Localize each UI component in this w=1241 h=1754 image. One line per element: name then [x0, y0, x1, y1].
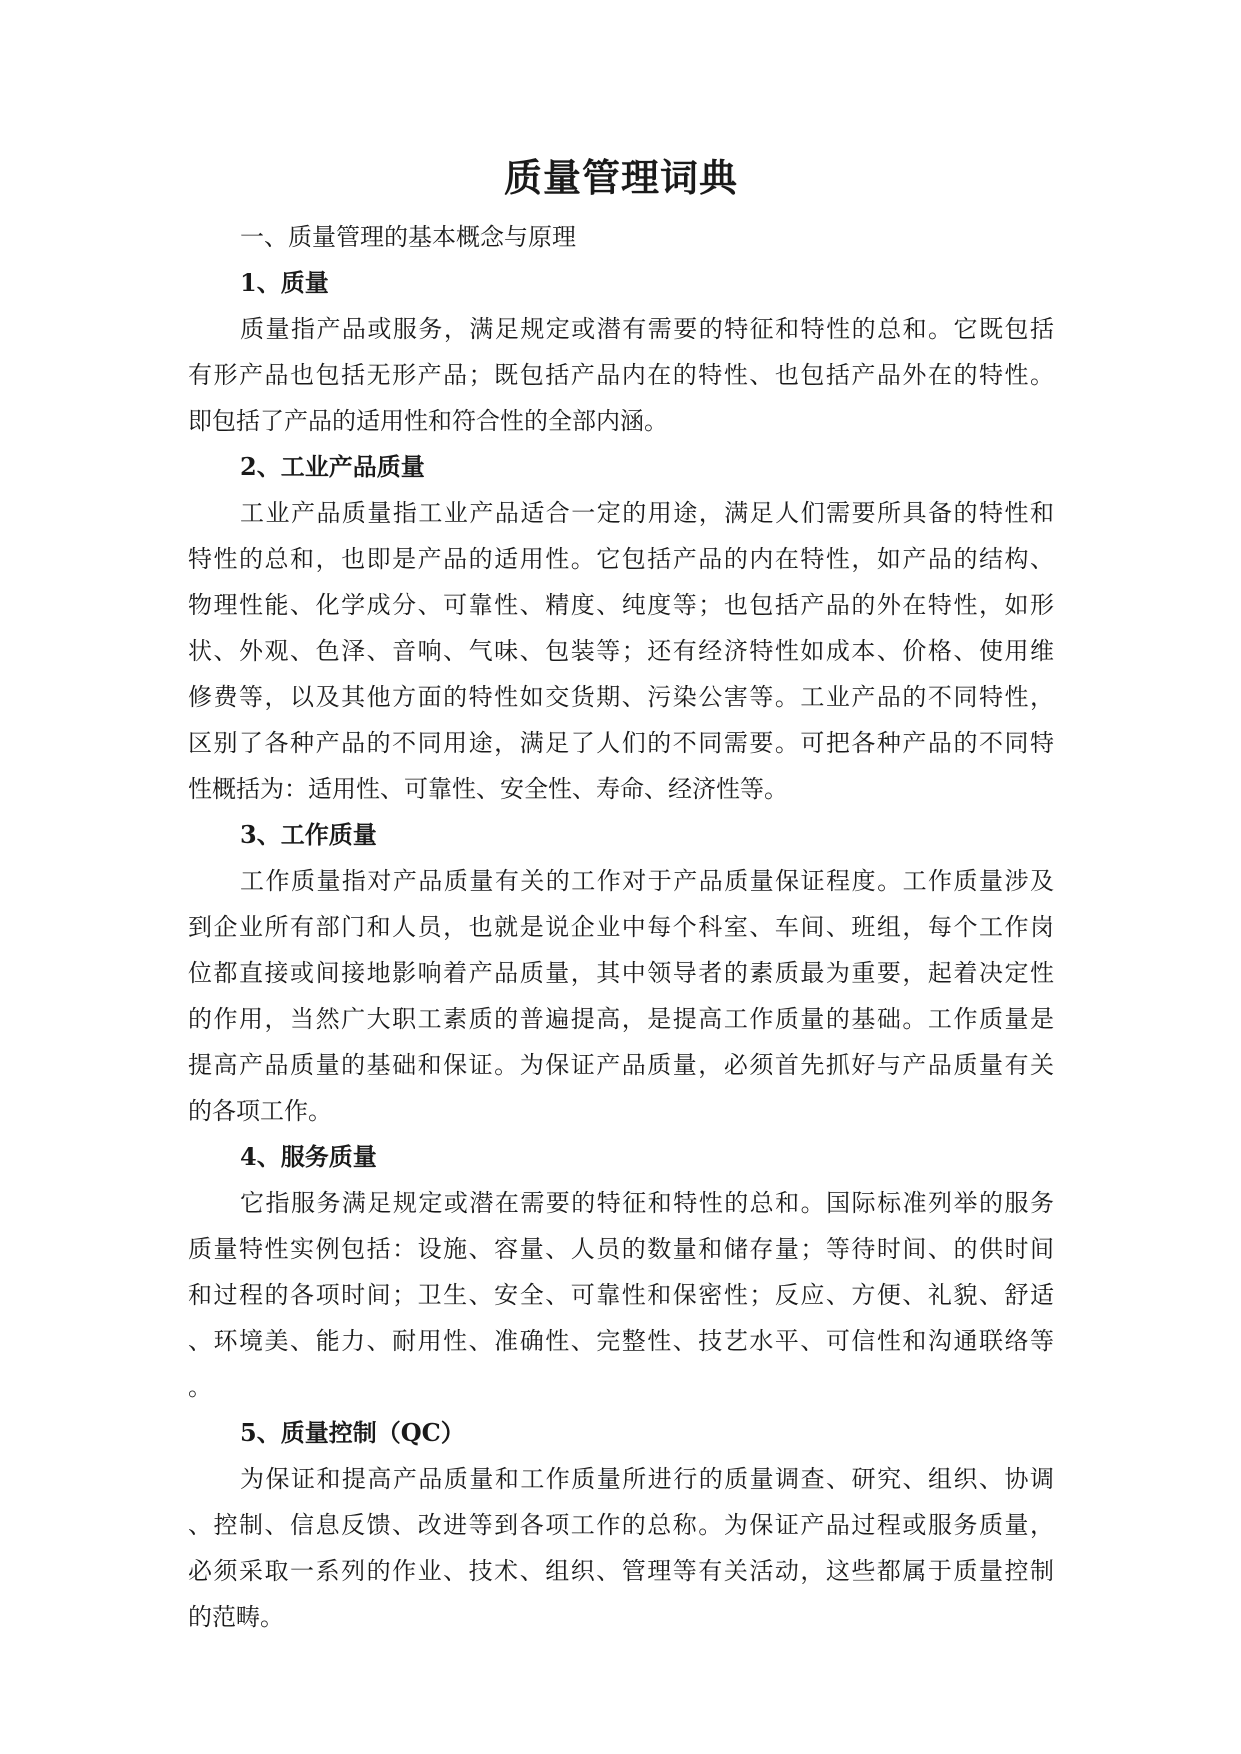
definition-line: 性概括为：适用性、可靠性、安全性、寿命、经济性等。	[188, 775, 788, 803]
term-heading: 4、服务质量	[240, 1142, 377, 1171]
definition-line: 的各项工作。	[188, 1097, 332, 1125]
definition-line: 特性的总和，也即是产品的适用性。它包括产品的内在特性，如产品的结构、	[188, 545, 1054, 573]
term-section	[188, 812, 1054, 1134]
document-page	[188, 148, 1054, 1640]
definition-line: 状、外观、色泽、音响、气味、包装等；还有经济特性如成本、价格、使用维	[188, 637, 1054, 665]
term-definition	[188, 1180, 1054, 1410]
term-heading: 2、工业产品质量	[240, 452, 425, 481]
definition-line: 即包括了产品的适用性和符合性的全部内涵。	[188, 407, 668, 435]
definition-line: 区别了各种产品的不同用途，满足了人们的不同需要。可把各种产品的不同特	[188, 729, 1054, 757]
definition-line: 质量指产品或服务，满足规定或潜有需要的特征和特性的总和。它既包括	[240, 315, 1054, 343]
definition-line: 到企业所有部门和人员，也就是说企业中每个科室、车间、班组，每个工作岗	[188, 913, 1054, 941]
definition-line: 。	[188, 1373, 212, 1401]
term-heading: 3、工作质量	[240, 820, 377, 849]
definition-line: 质量特性实例包括：设施、容量、人员的数量和储存量；等待时间、的供时间	[188, 1235, 1054, 1263]
sections-container	[188, 260, 1054, 1640]
term-definition	[188, 490, 1054, 812]
definition-line: 它指服务满足规定或潜在需要的特征和特性的总和。国际标准列举的服务	[240, 1189, 1054, 1217]
document-title: 质量管理词典	[503, 155, 738, 200]
definition-line: 工作质量指对产品质量有关的工作对于产品质量保证程度。工作质量涉及	[240, 867, 1054, 895]
definition-line: 必须采取一系列的作业、技术、组织、管理等有关活动，这些都属于质量控制	[188, 1557, 1054, 1585]
chapter-heading: 一、质量管理的基本概念与原理	[240, 223, 576, 251]
definition-line: 位都直接或间接地影响着产品质量，其中领导者的素质最为重要，起着决定性	[188, 959, 1054, 987]
definition-line: 为保证和提高产品质量和工作质量所进行的质量调查、研究、组织、协调	[240, 1465, 1054, 1493]
definition-line: 的范畴。	[188, 1603, 284, 1631]
definition-line: 和过程的各项时间；卫生、安全、可靠性和保密性；反应、方便、礼貌、舒适	[188, 1281, 1054, 1309]
term-definition	[188, 1456, 1054, 1640]
definition-line: 工业产品质量指工业产品适合一定的用途，满足人们需要所具备的特性和	[240, 499, 1054, 527]
term-section	[188, 260, 1054, 444]
term-definition	[188, 858, 1054, 1134]
term-heading: 1、质量	[240, 268, 329, 297]
term-section	[188, 1134, 1054, 1410]
definition-line: 有形产品也包括无形产品；既包括产品内在的特性、也包括产品外在的特性。	[188, 361, 1054, 389]
definition-line: 修费等，以及其他方面的特性如交货期、污染公害等。工业产品的不同特性，	[188, 683, 1054, 711]
definition-line: 、控制、信息反馈、改进等到各项工作的总称。为保证产品过程或服务质量，	[188, 1511, 1054, 1539]
definition-line: 、环境美、能力、耐用性、准确性、完整性、技艺水平、可信性和沟通联络等	[188, 1327, 1054, 1355]
term-definition	[188, 306, 1054, 444]
definition-line: 的作用，当然广大职工素质的普遍提高，是提高工作质量的基础。工作质量是	[188, 1005, 1054, 1033]
term-section	[188, 444, 1054, 812]
term-heading: 5、质量控制（QC）	[240, 1418, 465, 1447]
term-section	[188, 1410, 1054, 1640]
definition-line: 提高产品质量的基础和保证。为保证产品质量，必须首先抓好与产品质量有关	[188, 1051, 1054, 1079]
definition-line: 物理性能、化学成分、可靠性、精度、纯度等；也包括产品的外在特性，如形	[188, 591, 1054, 619]
